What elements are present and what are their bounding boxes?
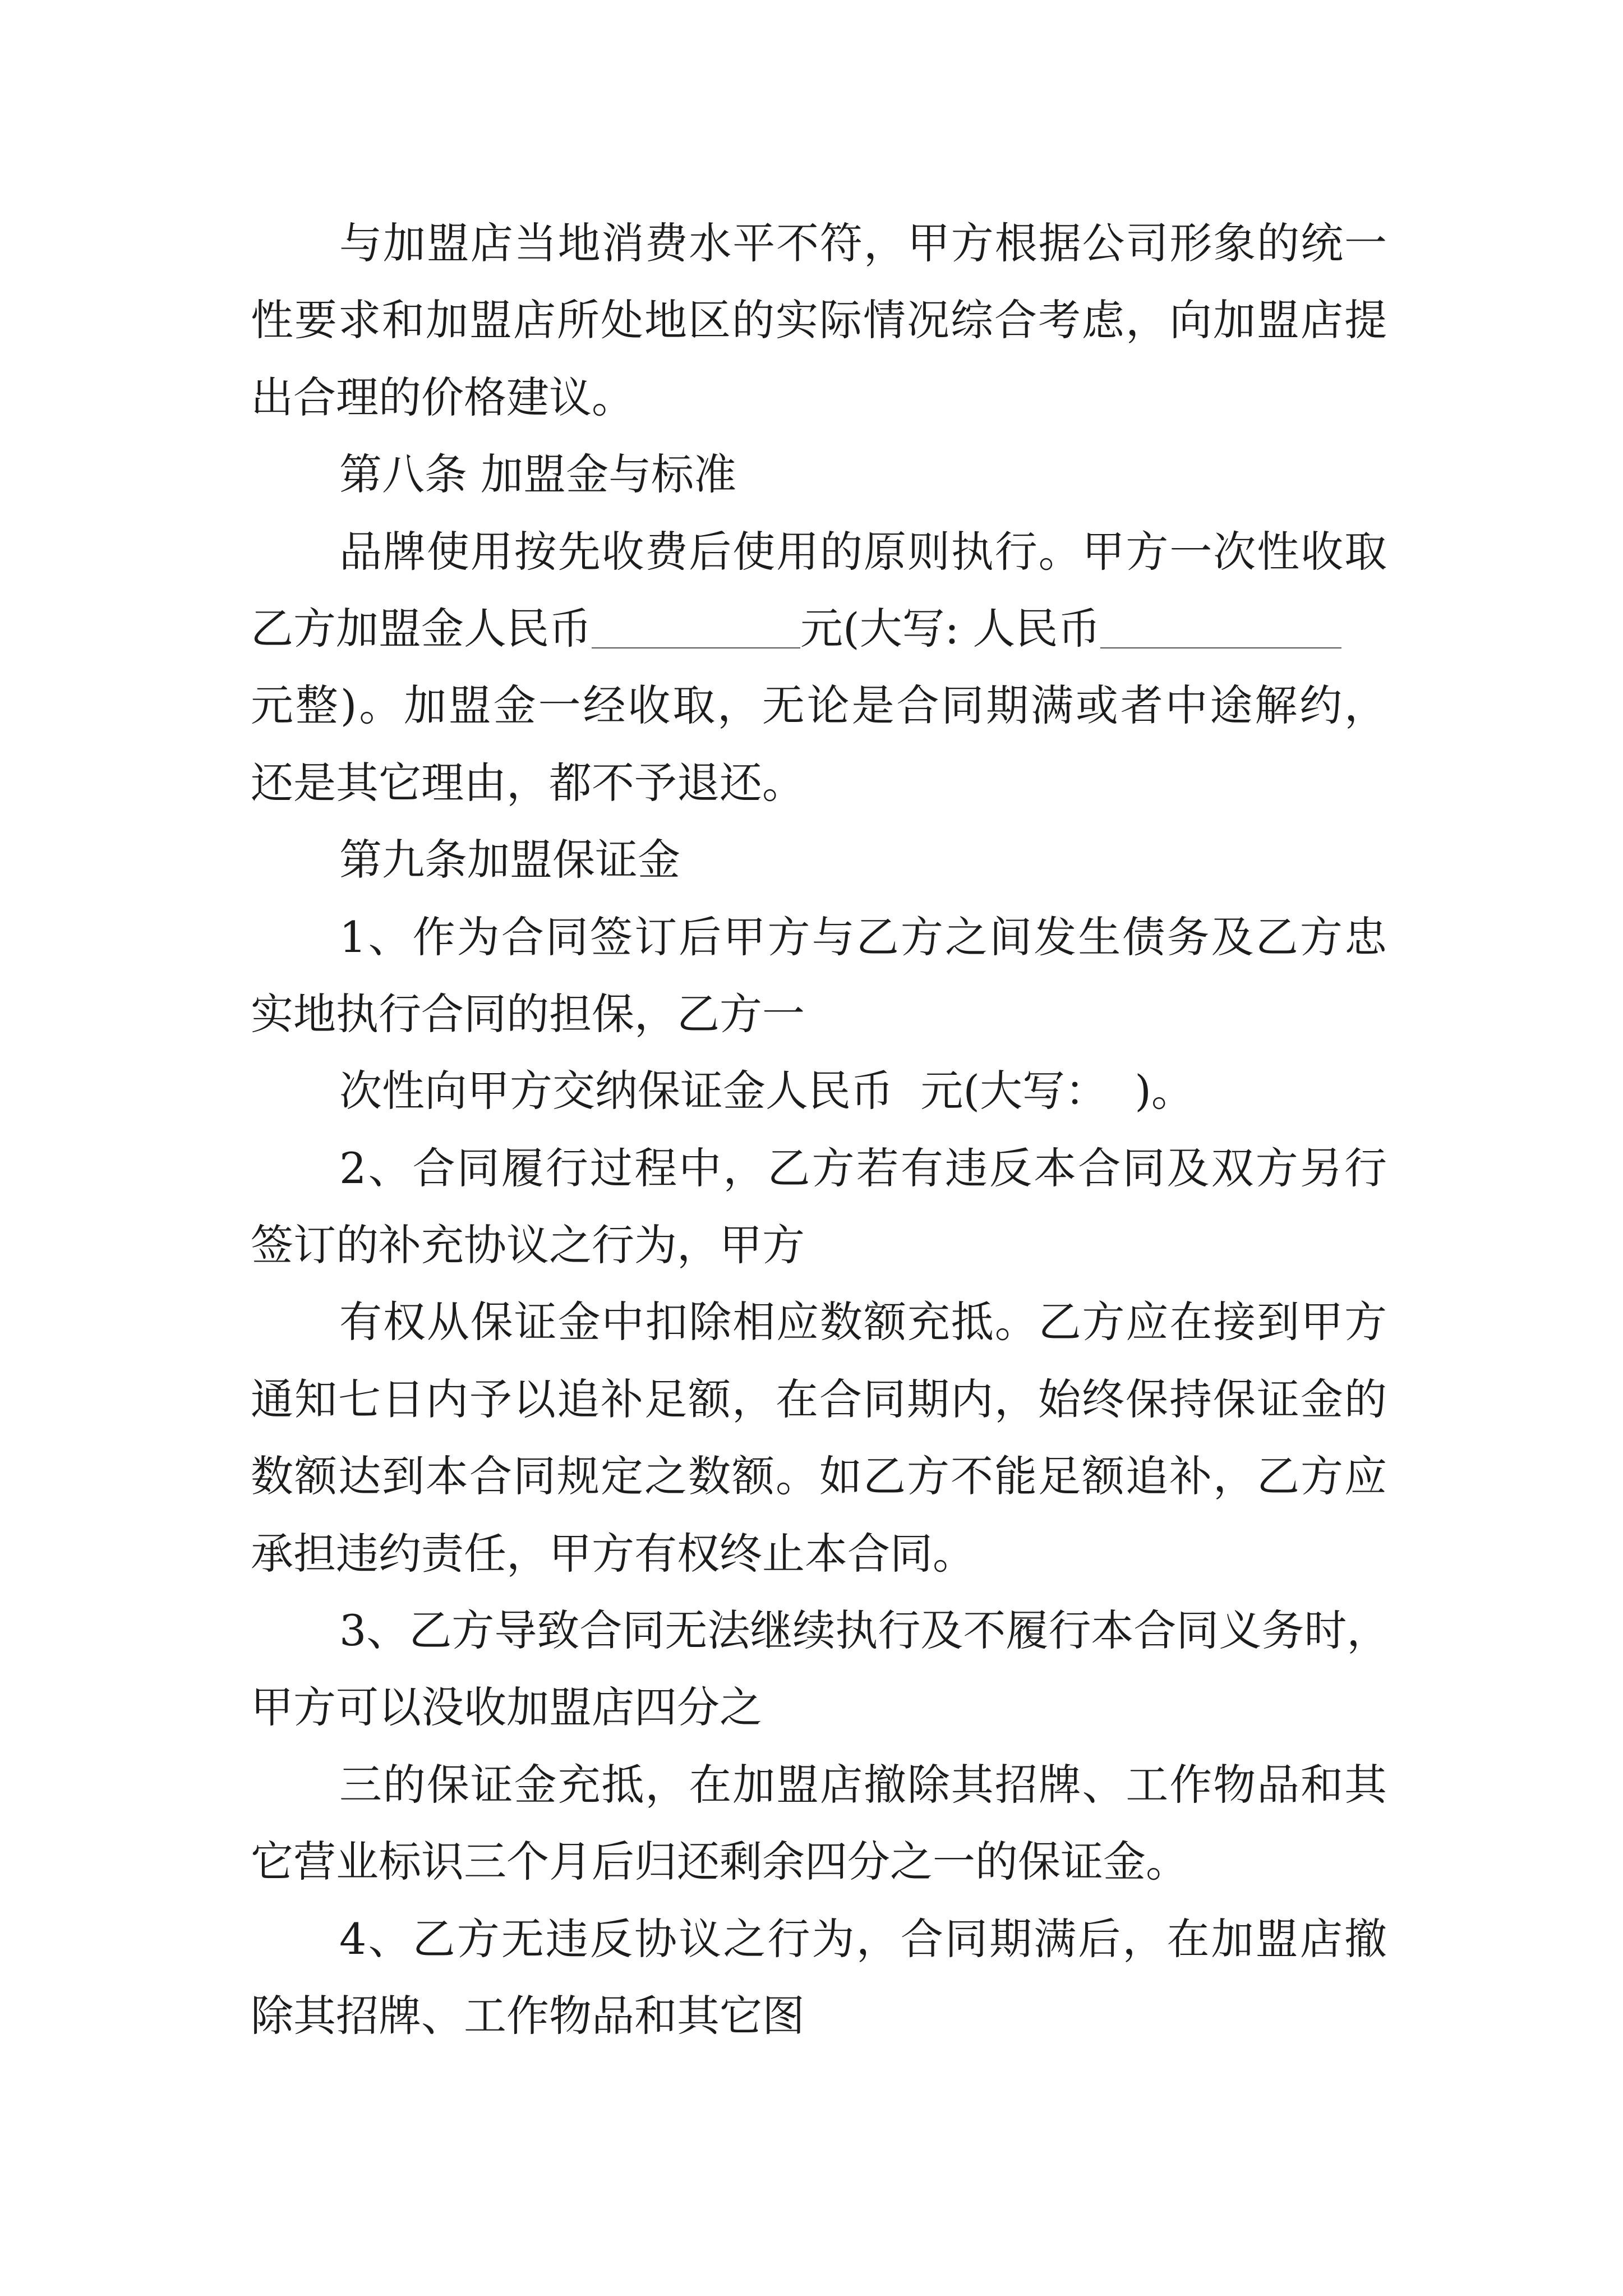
text-line: 实地执行合同的担保，乙方一 <box>251 988 805 1039</box>
blank-underline <box>592 609 800 648</box>
text-line: 承担违约责任，甲方有权终止本合同。 <box>251 1528 975 1579</box>
article-9-heading: 第九条加盟保证金 <box>339 835 680 885</box>
text-line: 还是其它理由，都不予退还。 <box>251 757 805 808</box>
text-line: 1、作为合同签订后甲方与乙方之间发生债务及乙方忠 <box>339 912 1387 962</box>
text-line: 品牌使用按先收费后使用的原则执行。甲方一次性收取 <box>339 526 1387 577</box>
text-line: 次性向甲方交纳保证金人民币 元(大写： )。 <box>339 1066 1194 1116</box>
article-8-heading: 第八条 加盟金与标准 <box>339 449 737 500</box>
text-line: 4、乙方无违反协议之行为，合同期满后，在加盟店撤 <box>339 1913 1387 1964</box>
text-line: 有权从保证金中扣除相应数额充抵。乙方应在接到甲方 <box>339 1297 1387 1347</box>
fee-label: 乙方加盟金人民币 <box>251 603 592 654</box>
text-line: 通知七日内予以追补足额，在合同期内，始终保持保证金的 <box>251 1374 1387 1424</box>
text-line: 3、乙方导致合同无法继续执行及不履行本合同义务时， <box>339 1605 1390 1656</box>
text-line: 数额达到本合同规定之数额。如乙方不能足额追补，乙方应 <box>251 1451 1387 1502</box>
text-line: 三的保证金充抵，在加盟店撤除其招牌、工作物品和其 <box>339 1759 1387 1810</box>
text-line: 签订的补充协议之行为，甲方 <box>251 1220 805 1271</box>
fee-uppercase-label: 元(大写: 人民币 <box>800 603 1101 654</box>
fee-amount-line <box>251 590 1623 667</box>
text-line: 与加盟店当地消费水平不符，甲方根据公司形象的统一 <box>339 218 1387 268</box>
text-line: 元整)。加盟金一经收取，无论是合同期满或者中途解约， <box>251 680 1387 731</box>
contract-body <box>0 205 1623 2054</box>
text-line: 性要求和加盟店所处地区的实际情况综合考虑，向加盟店提 <box>251 295 1387 346</box>
text-line: 出合理的价格建议。 <box>251 372 634 422</box>
text-line: 2、合同履行过程中，乙方若有违反本合同及双方另行 <box>339 1143 1387 1193</box>
blank-underline <box>1100 609 1341 648</box>
text-line: 甲方可以没收加盟店四分之 <box>251 1682 762 1733</box>
text-line: 它营业标识三个月后归还剩余四分之一的保证金。 <box>251 1837 1188 1887</box>
text-line: 除其招牌、工作物品和其它图 <box>251 1990 805 2041</box>
